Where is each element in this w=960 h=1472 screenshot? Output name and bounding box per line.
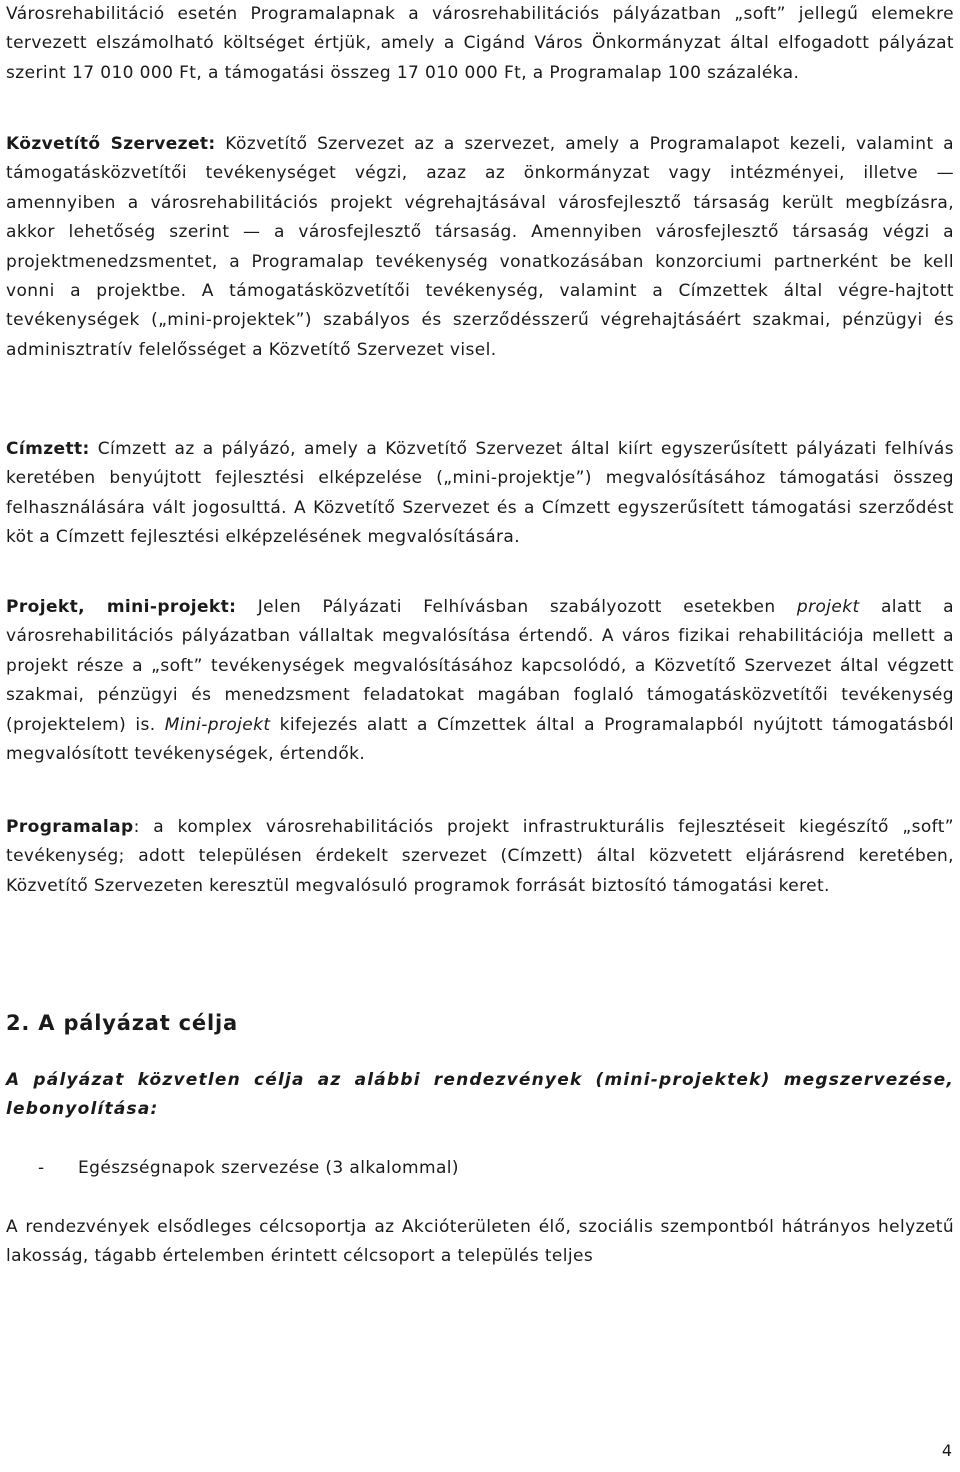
- projekt-italic: projekt: [796, 597, 860, 617]
- section-heading: 2. A pályázat célja: [6, 1011, 238, 1035]
- programalap-intro-text: Városrehabilitáció esetén Programalapnak a városrehabilitációs pályázatban „soft” jellegű elemekre tervezett elszámolható költséget értjük, amely a Cigánd Város Önkormányzat által elfogadott pályázat szerint 17 010 000 Ft, a támogatási összeg 17 010 000 Ft, a Programalap 100 százaléka.: [6, 4, 954, 83]
- event-list: [38, 1154, 459, 1183]
- target-audience-paragraph: [6, 1213, 954, 1272]
- programalap-intro-paragraph: [6, 0, 954, 88]
- goal-statement: A pályázat közvetlen célja az alábbi rendezvények (mini-projektek) megszervezése, lebonyolítása:: [6, 1070, 954, 1120]
- list-item: [38, 1154, 459, 1183]
- target-audience-text: A rendezvények elsődleges célcsoportja az Akcióterületen élő, szociális szempontból hátrányos helyzetű lakosság, tágabb értelemben érintett célcsoport a település teljes: [6, 1217, 954, 1267]
- programalap-paragraph: [6, 813, 954, 901]
- page-number: 4: [941, 1441, 952, 1460]
- list-item-text: Egészségnapok szervezése (3 alkalommal): [78, 1158, 459, 1178]
- projekt-definition-c: kifejezés alatt a Címzettek által a Programalapból nyújtott támogatásból megvalósított tevékenységek, értendők.: [6, 714, 954, 765]
- mini-projekt-italic: Mini-projekt: [164, 714, 271, 735]
- kozvetito-szervezet-term: Közvetítő Szervezet:: [6, 134, 216, 154]
- list-bullet: -: [38, 1158, 45, 1178]
- kozvetito-szervezet-paragraph: [6, 130, 954, 365]
- programalap-definition: : a komplex városrehabilitációs projekt infrastrukturális fejlesztéseit kiegészítő „soft” tevékenység; adott településen érdekelt szervezet (Címzett) által közvetett eljárásrend keretében, Közvetítő Szervezeten keresztül megvalósuló programok forrását biztosító támogatási keret.: [6, 817, 954, 896]
- cimzett-definition: Címzett az a pályázó, amely a Közvetítő Szervezet által kiírt egyszerűsített pályázati felhívás keretében benyújtott fejlesztési elképzelése („mini-projektje”) megvalósításához támogatási összeg felhasználására vált jogosulttá. A Közvetítő Szervezet és a Címzett egyszerűsített támogatási szerződést köt a Címzett fejlesztési elképzelésének megvalósítására.: [6, 439, 954, 548]
- projekt-term: Projekt, mini-projekt:: [6, 597, 237, 617]
- projekt-definition-b: alatt a városrehabilitációs pályázatban vállaltak megvalósítása értendő. A város fizikai rehabilitációja mellett a projekt része a „soft” tevékenységek megvalósításához kapcsolódó, a Közvetítő Szervezet által végzett szakmai, pénzügyi és menedzsment feladatokat magában foglaló támogatásközvetítői tevékenység (projektelem) is.: [6, 597, 954, 735]
- programalap-term: Programalap: [6, 817, 134, 837]
- kozvetito-szervezet-definition: Közvetítő Szervezet az a szervezet, amely a Programalapot kezeli, valamint a támogatásközvetítői tevékenységet végzi, azaz az önkormányzat vagy intézményei, illetve — amennyiben a városrehabilitációs projekt végrehajtásával városfejlesztő társaság került megbízásra, akkor lehetőség szerint — a városfejlesztő társaság. Amennyiben városfejlesztő társaság végzi a projektmenedzsmentet, a Programalap tevékenység vonatkozásában konzorciumi partnerként be kell vonni a projektbe. A támogatásközvetítői tevékenység, valamint a Címzettek által végre-hajtott tevékenységek („mini-projektek”) szabályos és szerződésszerű végrehajtásáért szakmai, pénzügyi és adminisztratív felelősséget a Közvetítő Szervezet visel.: [6, 134, 955, 360]
- cimzett-paragraph: [6, 435, 954, 553]
- cimzett-term: Címzett:: [6, 439, 90, 459]
- projekt-definition-a: Jelen Pályázati Felhívásban szabályozott esetekben: [236, 597, 797, 617]
- projekt-paragraph: [6, 593, 954, 769]
